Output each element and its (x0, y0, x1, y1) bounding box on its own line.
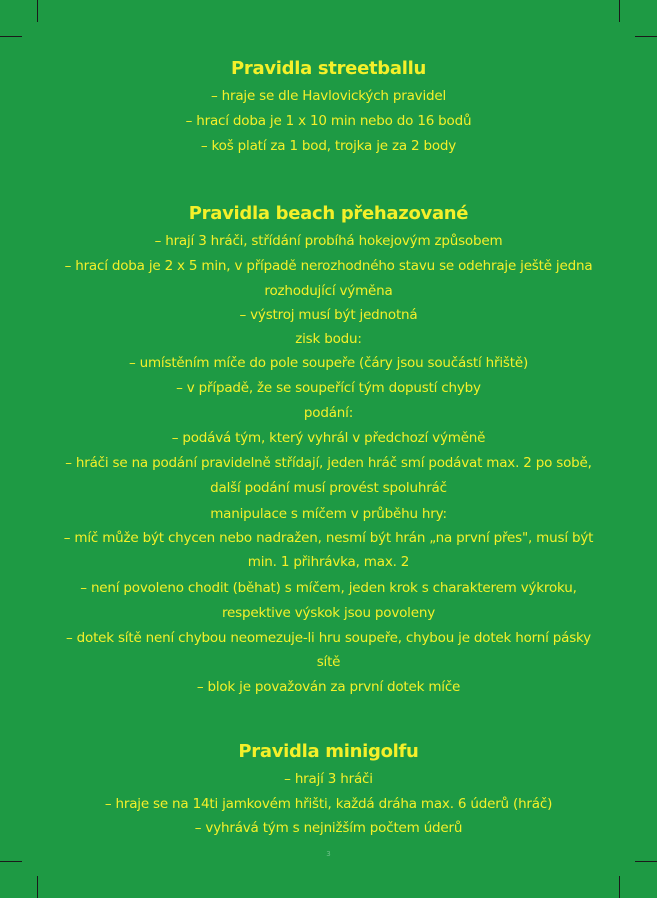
rule-line: – hrají 3 hráči (284, 771, 373, 787)
rule-line: – hrací doba je 1 x 10 min nebo do 16 bodů (185, 113, 472, 129)
section-heading-beach: Pravidla beach přehazované (188, 203, 469, 224)
rule-line: – míč může být chycen nebo nadražen, nesmí být hrán „na první přes", musí být (63, 530, 594, 546)
rule-line: – hrají 3 hráči, střídání probíhá hokejovým způsobem (154, 233, 503, 249)
rule-line: – hrací doba je 2 x 5 min, v případě nerozhodného stavu se odehraje ještě jedna (64, 258, 593, 274)
rule-line: rozhodující výměna (264, 283, 393, 299)
rule-line: – v případě, že se soupeřící tým dopustí chyby (176, 380, 481, 396)
rule-line: – výstroj musí být jednotná (239, 307, 418, 323)
rule-line: min. 1 přihrávka, max. 2 (247, 554, 410, 570)
crop-mark (37, 0, 38, 22)
page-number: 3 (326, 850, 331, 858)
rule-line: – podává tým, který vyhrál v předchozí výměně (171, 430, 486, 446)
rule-line: – vyhrává tým s nejnižším počtem úderů (194, 820, 463, 836)
crop-mark (619, 876, 620, 898)
rule-line: – hraje se na 14ti jamkovém hřišti, každá dráha max. 6 úderů (hráč) (104, 796, 553, 812)
crop-mark (635, 36, 657, 37)
rule-line: – dotek sítě není chybou neomezuje-li hru soupeře, chybou je dotek horní pásky (66, 630, 591, 646)
crop-mark (0, 861, 22, 862)
rule-line: – umístěním míče do pole soupeře (čáry jsou součástí hřiště) (128, 355, 529, 371)
crop-mark (635, 861, 657, 862)
crop-mark (37, 876, 38, 898)
rule-line: – hráči se na podání pravidelně střídají, jeden hráč smí podávat max. 2 po sobě, (65, 455, 592, 471)
rule-line: zisk bodu: (295, 331, 362, 347)
rule-line: sítě (316, 654, 341, 670)
section-heading-minigolf: Pravidla minigolfu (238, 741, 419, 762)
rule-line: respektive výskok jsou povoleny (221, 605, 435, 621)
rule-line: – není povoleno chodit (běhat) s míčem, jeden krok s charakterem výkroku, (80, 580, 577, 596)
rule-line: – koš platí za 1 bod, trojka je za 2 body (200, 138, 457, 154)
rule-line: – hraje se dle Havlovických pravidel (210, 88, 447, 104)
section-heading-streetball: Pravidla streetballu (231, 58, 426, 79)
crop-mark (619, 0, 620, 22)
rule-line: další podání musí provést spoluhráč (210, 480, 447, 496)
rule-line: – blok je považován za první dotek míče (196, 679, 461, 695)
rule-line: podání: (303, 405, 354, 421)
rule-line: manipulace s míčem v průběhu hry: (210, 506, 447, 522)
crop-mark (0, 36, 22, 37)
